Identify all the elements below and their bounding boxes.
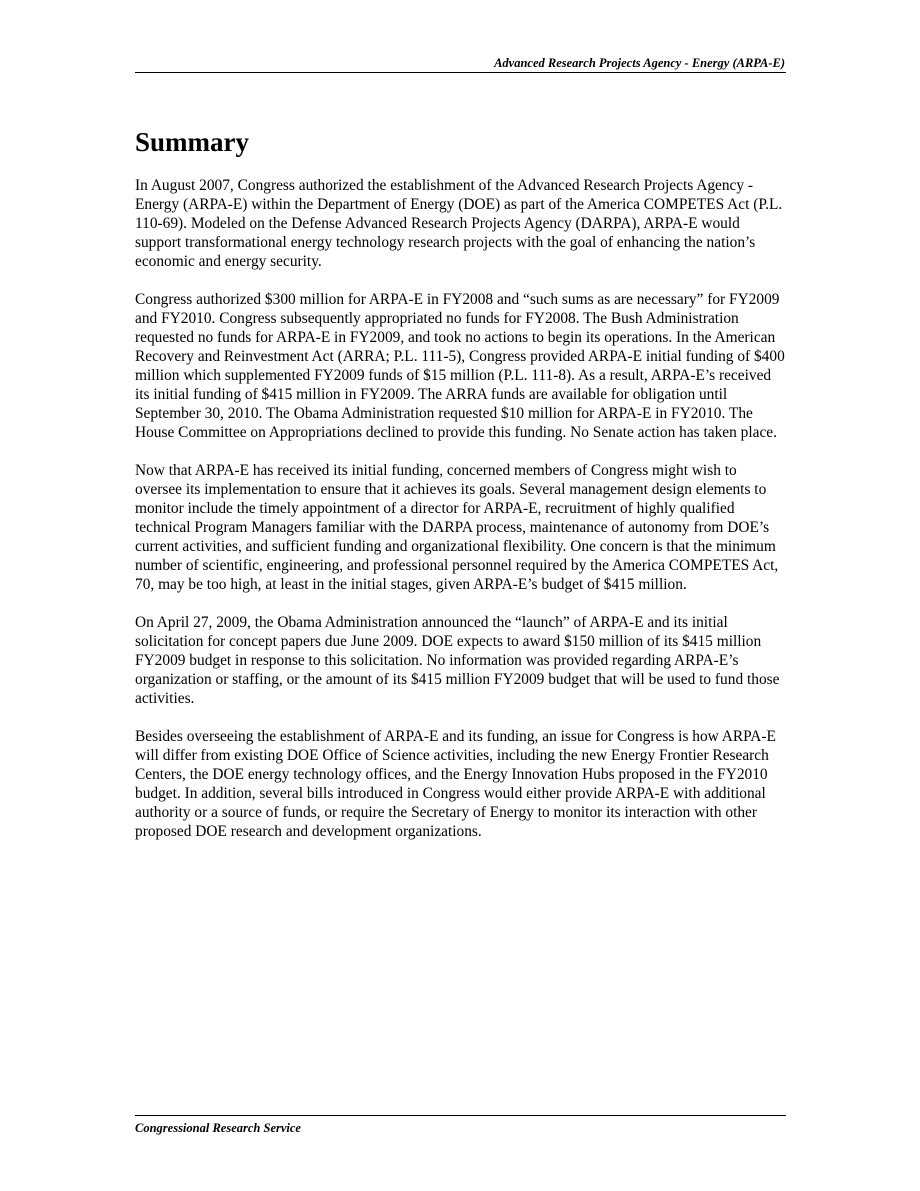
- footer-divider: [135, 1115, 786, 1116]
- paragraph-oversight: Now that ARPA-E has received its initial funding, concerned members of Congress might wish to oversee its implementation to ensure that it achieves its goals. Several management design elements to monitor include the timely appointment of a director for ARPA-E, recruitment of highly qualified technical Program Managers familiar with the DARPA process, maintenance of autonomy from DOE’s current activities, and sufficient funding and organizational flexibility. One concern is that the minimum number of scientific, engineering, and professional personnel required by the America COMPETES Act, 70, may be too high, at least in the initial stages, given ARPA-E’s budget of $415 million.: [135, 462, 779, 593]
- summary-body: [135, 176, 786, 860]
- running-header: Advanced Research Projects Agency - Energy (ARPA-E): [494, 56, 785, 70]
- paragraph-congress-issues: Besides overseeing the establishment of ARPA-E and its funding, an issue for Congress is how ARPA-E will differ from existing DOE Office of Science activities, including the new Energy Frontier Research Centers, the DOE energy technology offices, and the Energy Innovation Hubs proposed in the FY2010 budget. In addition, several bills introduced in Congress would either provide ARPA-E with additional authority or a source of funds, or require the Secretary of Energy to monitor its interaction with other proposed DOE research and development organizations.: [135, 728, 776, 840]
- paragraph-funding: Congress authorized $300 million for ARPA-E in FY2008 and “such sums as are necessary” for FY2009 and FY2010. Congress subsequently appropriated no funds for FY2008. The Bush Administration requested no funds for ARPA-E in FY2009, and took no actions to begin its operations. In the American Recovery and Reinvestment Act (ARRA; P.L. 111-5), Congress provided ARPA-E initial funding of $400 million which supplemented FY2009 funds of $15 million (P.L. 111-8). As a result, ARPA-E’s received its initial funding of $415 million in FY2009. The ARRA funds are available for obligation until September 30, 2010. The Obama Administration requested $10 million for ARPA-E in FY2010. The House Committee on Appropriations declined to provide this funding. No Senate action has taken place.: [135, 291, 785, 441]
- paragraph-establishment: In August 2007, Congress authorized the establishment of the Advanced Research Projects Agency - Energy (ARPA-E) within the Department of Energy (DOE) as part of the America COMPETES Act (P.L. 110-69). Modeled on the Defense Advanced Research Projects Agency (DARPA), ARPA-E would support transformational energy technology research projects with the goal of enhancing the nation’s economic and energy security.: [135, 177, 783, 270]
- page-title: Summary: [135, 127, 249, 157]
- running-footer: Congressional Research Service: [135, 1121, 301, 1135]
- header-divider: [135, 72, 786, 73]
- paragraph-launch: On April 27, 2009, the Obama Administration announced the “launch” of ARPA-E and its initial solicitation for concept papers due June 2009. DOE expects to award $150 million of its $415 million FY2009 budget in response to this solicitation. No information was provided regarding ARPA-E’s organization or staffing, or the amount of its $415 million FY2009 budget that will be used to fund those activities.: [135, 614, 780, 707]
